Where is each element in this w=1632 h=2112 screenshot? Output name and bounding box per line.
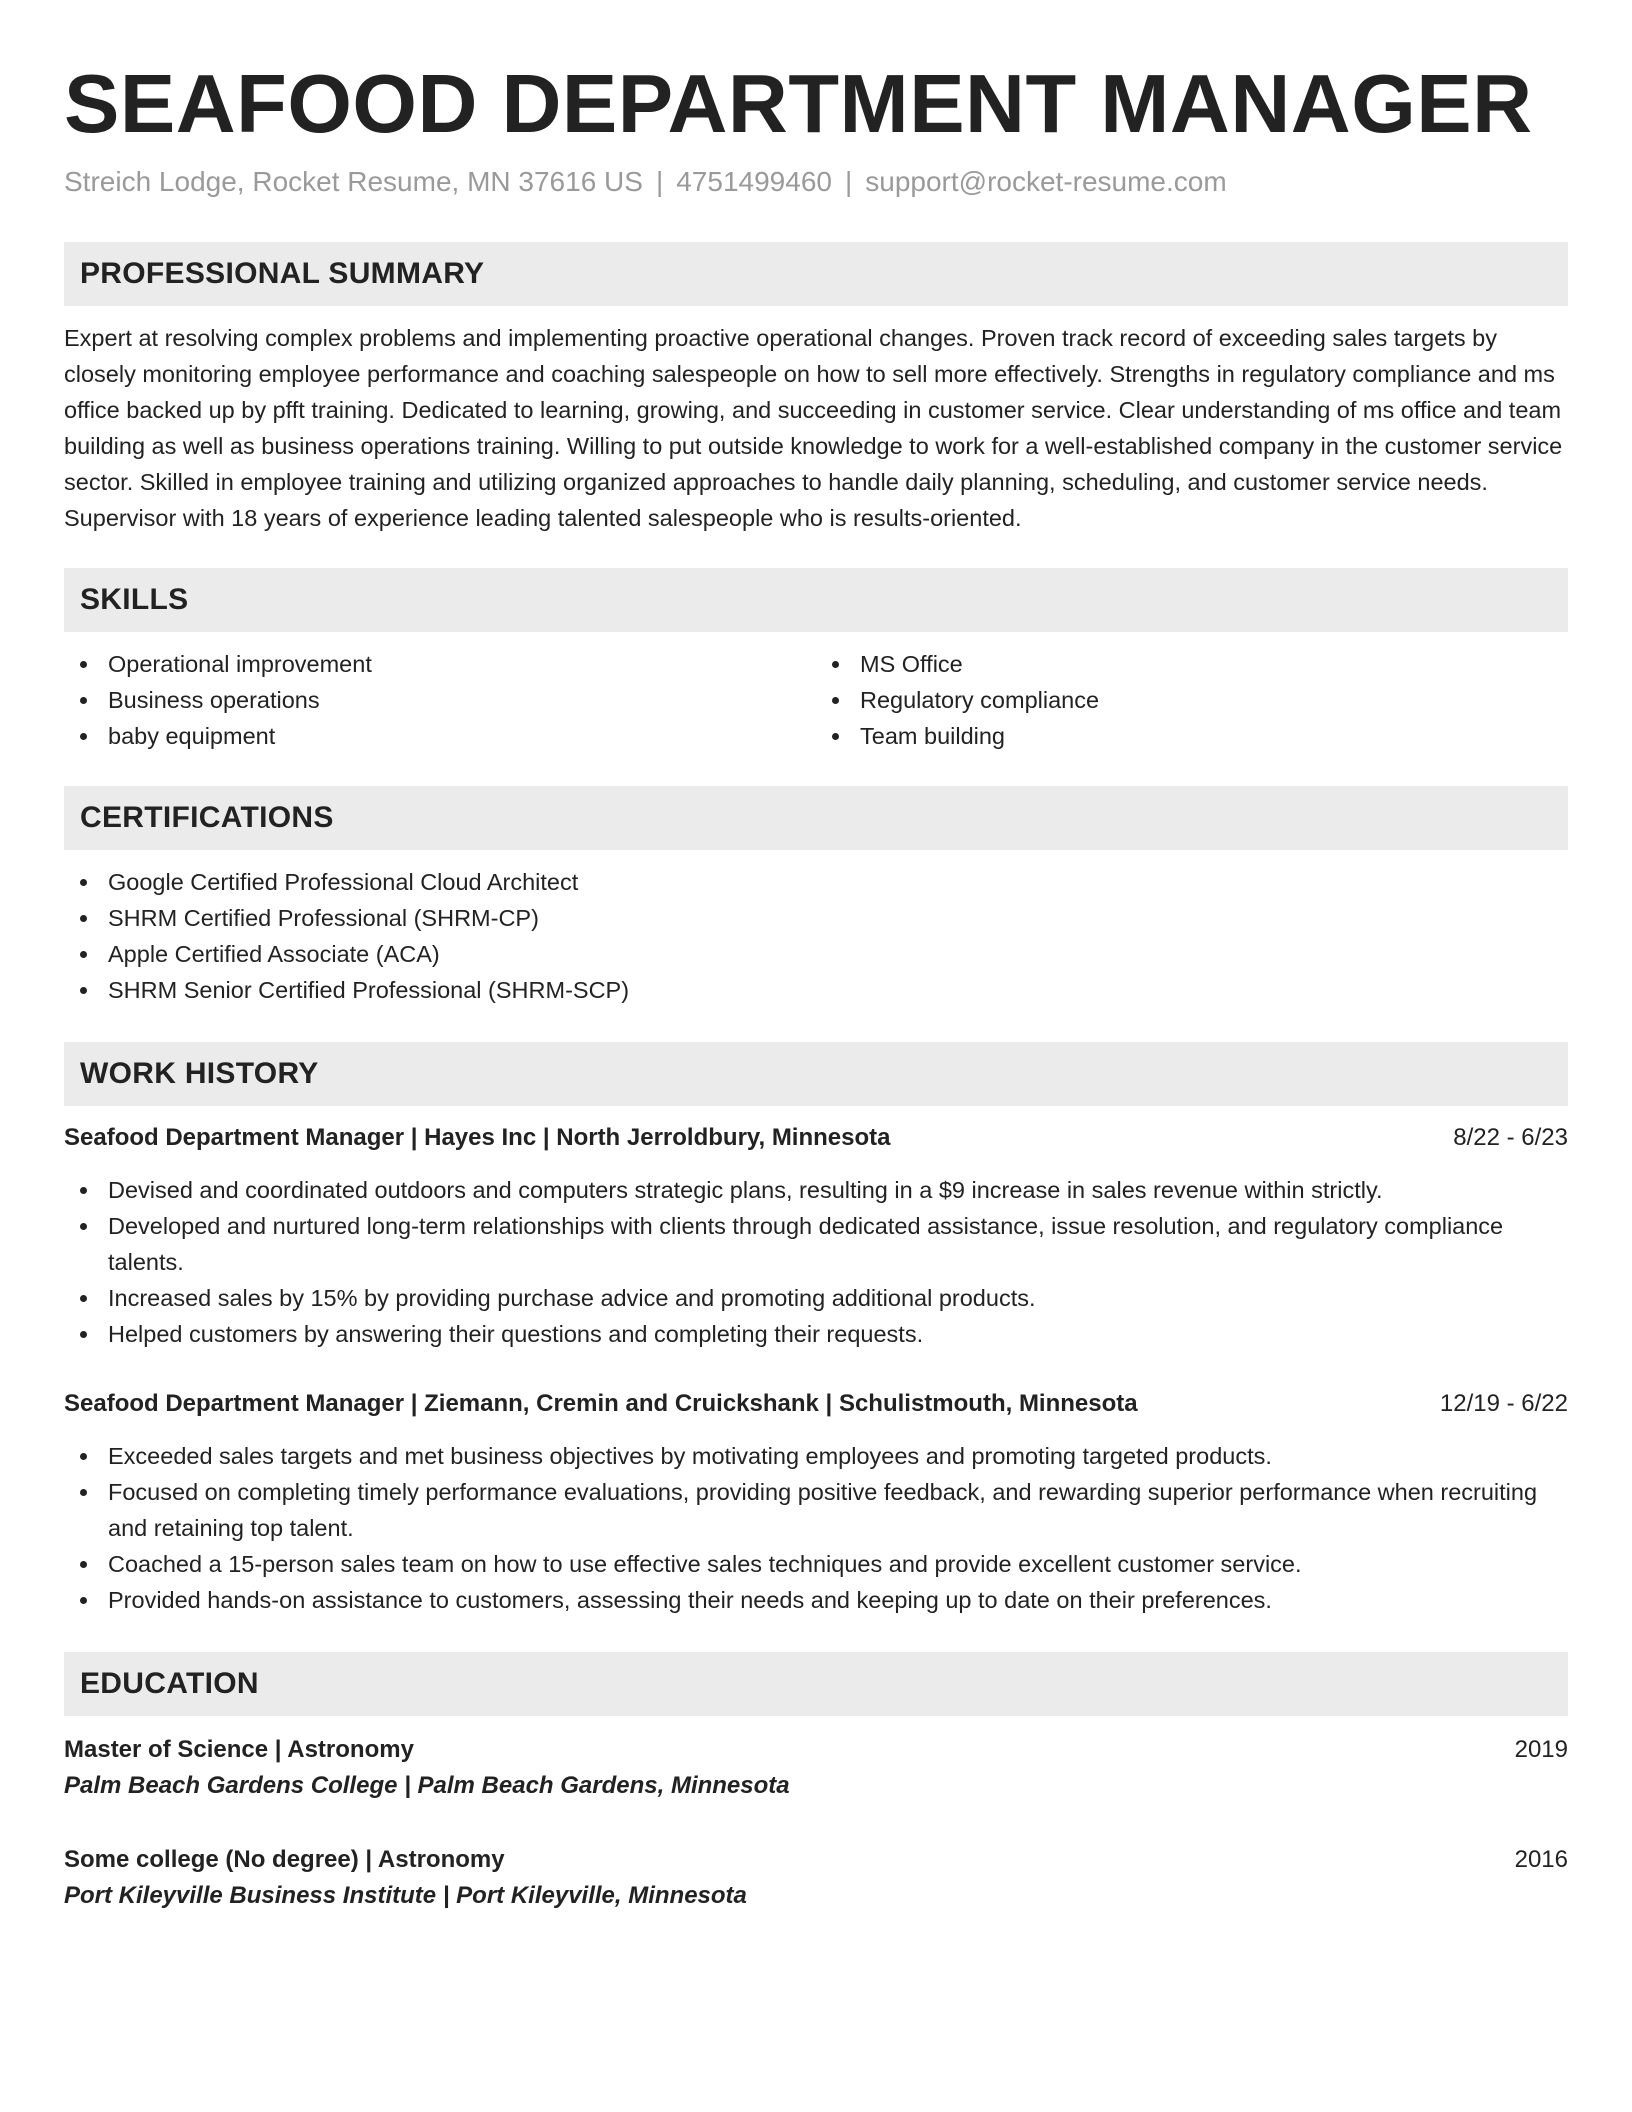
job-bullets: [64, 1438, 1568, 1618]
job-bullet: Exceeded sales targets and met business objectives by motivating employees and promoting targeted products.: [64, 1438, 1568, 1474]
work-history-heading: WORK HISTORY: [64, 1042, 1568, 1106]
job-entry: [64, 1386, 1568, 1618]
job-title: Seafood Department Manager | Hayes Inc | North Jerroldbury, Minnesota: [64, 1124, 891, 1151]
certification-item: SHRM Senior Certified Professional (SHRM-SCP): [64, 972, 1568, 1008]
summary-heading: PROFESSIONAL SUMMARY: [64, 242, 1568, 306]
contact-address: Streich Lodge, Rocket Resume, MN 37616 US: [64, 166, 643, 197]
skill-item: baby equipment: [64, 718, 816, 754]
job-bullet: Coached a 15-person sales team on how to use effective sales techniques and provide excellent customer service.: [64, 1546, 1568, 1582]
job-dates: 12/19 - 6/22: [1439, 1390, 1568, 1417]
education-degree: Master of Science | Astronomy: [64, 1736, 414, 1763]
skill-item: Business operations: [64, 682, 816, 718]
education-entry: [64, 1732, 1568, 1804]
job-bullet: Focused on completing timely performance evaluations, providing positive feedback, and rewarding superior performance when recruiting and retaining top talent.: [64, 1474, 1568, 1546]
skills-column-right: [816, 646, 1568, 754]
job-bullet: Developed and nurtured long-term relationships with clients through dedicated assistance, issue resolution, and regulatory compliance talents.: [64, 1208, 1568, 1280]
contact-separator: |: [655, 166, 664, 197]
education-year: 2016: [1514, 1846, 1568, 1873]
job-bullet: Provided hands-on assistance to customers, assessing their needs and keeping up to date on their preferences.: [64, 1582, 1568, 1618]
contact-line: [64, 164, 1568, 200]
job-entry: [64, 1120, 1568, 1352]
job-bullet: Helped customers by answering their questions and completing their requests.: [64, 1316, 1568, 1352]
skills-list: [64, 646, 1568, 754]
certifications-heading: CERTIFICATIONS: [64, 786, 1568, 850]
certification-item: SHRM Certified Professional (SHRM-CP): [64, 900, 1568, 936]
education-header: [64, 1732, 1568, 1768]
education-header: [64, 1842, 1568, 1878]
job-header: [64, 1120, 1568, 1156]
summary-text: Expert at resolving complex problems and implementing proactive operational changes. Proven track record of exceeding sales targets by closely monitoring employee performance and coaching salespeople on how to sell more effectively. Strengths in regulatory compliance and ms office backed up by pfft training. Dedicated to learning, growing, and succeeding in customer service. Clear understanding of ms office and team building as well as business operations training. Willing to put outside knowledge to work for a well-established company in the customer service sector. Skilled in employee training and utilizing organized approaches to handle daily planning, scheduling, and customer service needs. Supervisor with 18 years of experience leading talented salespeople who is results-oriented.: [64, 325, 1563, 531]
skills-column-left: [64, 646, 816, 754]
skill-item: MS Office: [816, 646, 1568, 682]
education-heading: EDUCATION: [64, 1652, 1568, 1716]
skill-item: Operational improvement: [64, 646, 816, 682]
education-school: Port Kileyville Business Institute | Port Kileyville, Minnesota: [64, 1882, 747, 1909]
certification-item: Apple Certified Associate (ACA): [64, 936, 1568, 972]
skill-item: Regulatory compliance: [816, 682, 1568, 718]
education-school: Palm Beach Gardens College | Palm Beach Gardens, Minnesota: [64, 1772, 790, 1799]
education-entry: [64, 1842, 1568, 1914]
job-title: Seafood Department Manager | Ziemann, Cremin and Cruickshank | Schulistmouth, Minnesota: [64, 1390, 1138, 1417]
contact-separator: |: [844, 166, 853, 197]
skills-heading: SKILLS: [64, 568, 1568, 632]
education-year: 2019: [1514, 1736, 1568, 1763]
contact-email: support@rocket-resume.com: [865, 166, 1227, 197]
job-header: [64, 1386, 1568, 1422]
job-dates: 8/22 - 6/23: [1453, 1124, 1568, 1151]
job-bullet: Devised and coordinated outdoors and computers strategic plans, resulting in a $9 increase in sales revenue within strictly.: [64, 1172, 1568, 1208]
job-bullet: Increased sales by 15% by providing purchase advice and promoting additional products.: [64, 1280, 1568, 1316]
education-degree: Some college (No degree) | Astronomy: [64, 1846, 505, 1873]
contact-phone: 4751499460: [676, 166, 832, 197]
job-bullets: [64, 1172, 1568, 1352]
certification-item: Google Certified Professional Cloud Architect: [64, 864, 1568, 900]
skill-item: Team building: [816, 718, 1568, 754]
resume-name: SEAFOOD DEPARTMENT MANAGER: [64, 57, 1533, 150]
certifications-list: [64, 864, 1568, 1008]
